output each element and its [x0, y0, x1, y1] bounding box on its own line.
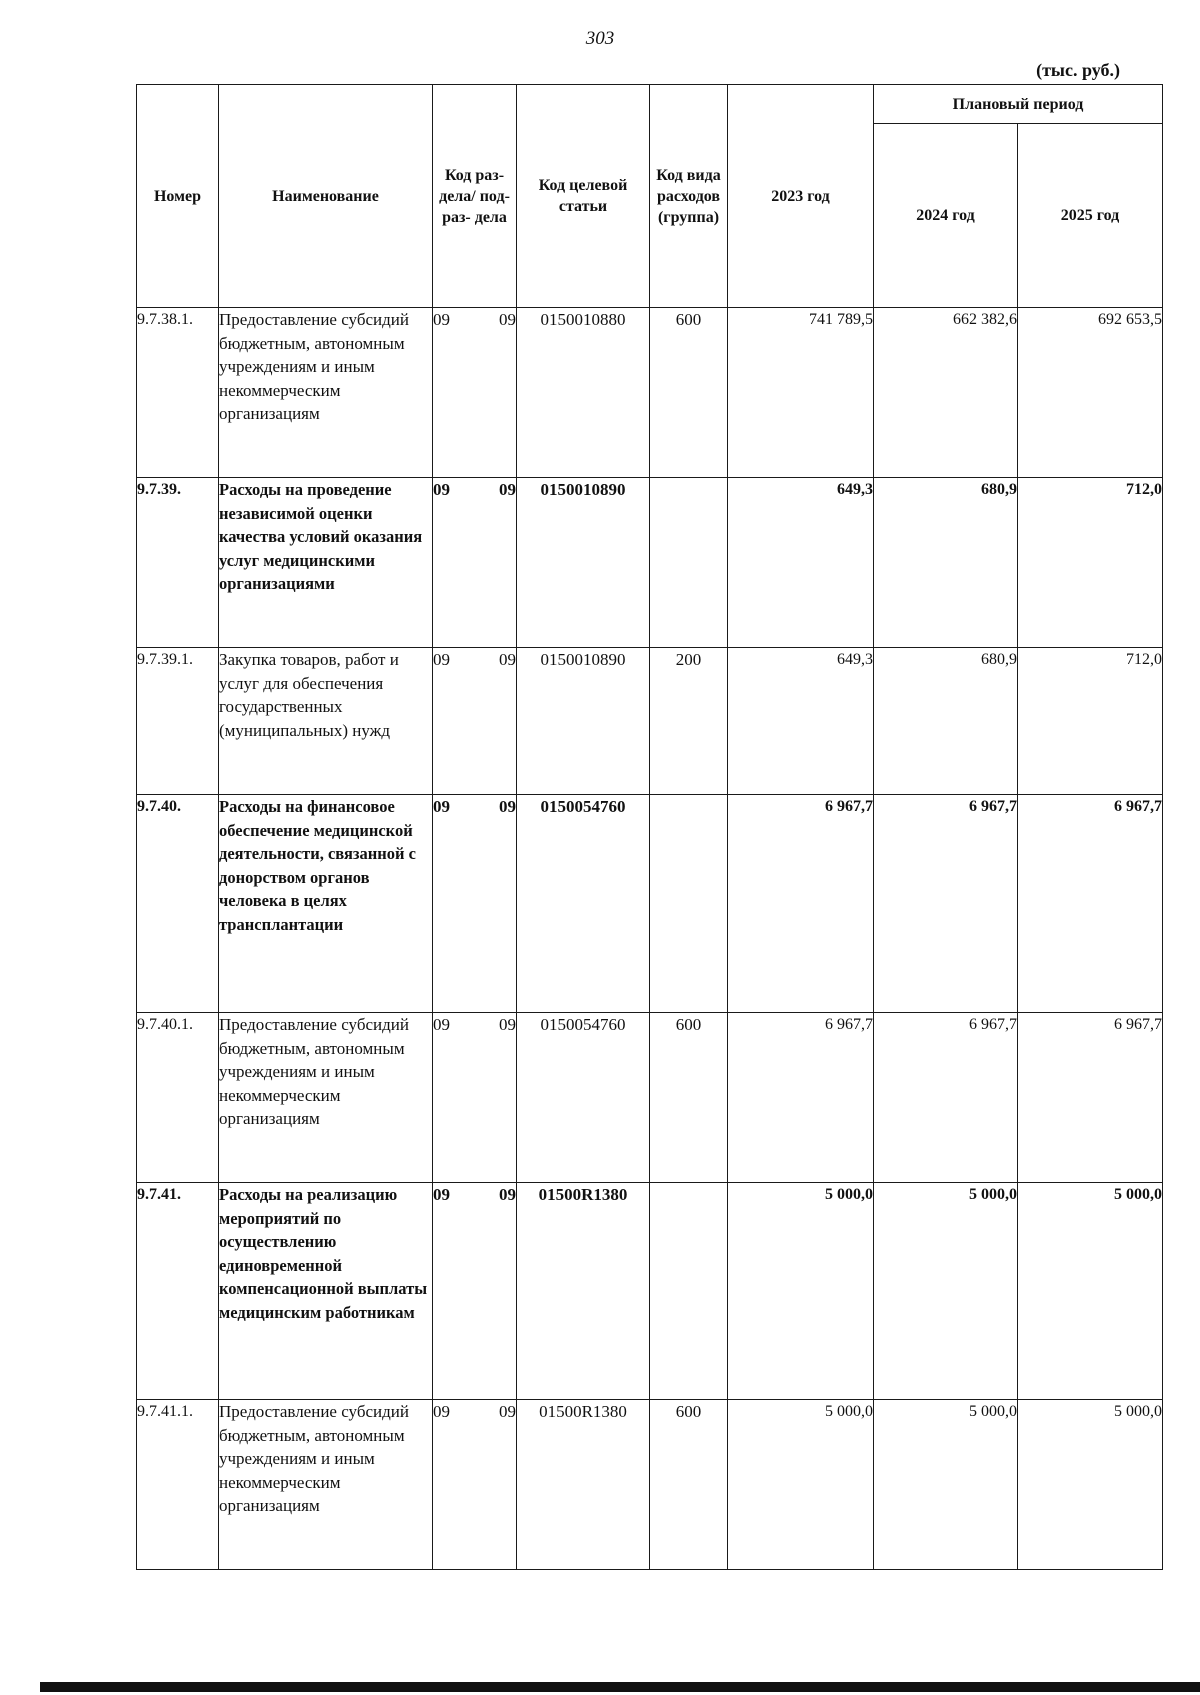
row-expense-type [650, 1183, 728, 1400]
row-target-code: 01500R1380 [517, 1400, 650, 1570]
razdel-code: 09 [433, 1015, 450, 1034]
podrazdel-code: 09 [499, 1185, 516, 1204]
row-value-2023: 5 000,0 [728, 1183, 874, 1400]
razdel-codes [433, 1183, 516, 1207]
row-razdel [433, 648, 517, 795]
row-target-code: 0150010890 [517, 478, 650, 648]
row-value-2025: 712,0 [1018, 648, 1163, 795]
table-row [137, 308, 1163, 478]
row-expense-type: 200 [650, 648, 728, 795]
row-value-2024: 5 000,0 [874, 1400, 1018, 1570]
row-value-2025: 5 000,0 [1018, 1183, 1163, 1400]
row-value-2024: 680,9 [874, 648, 1018, 795]
razdel-codes [433, 648, 516, 672]
podrazdel-code: 09 [499, 1402, 516, 1421]
razdel-code: 09 [433, 480, 450, 499]
row-value-2024: 662 382,6 [874, 308, 1018, 478]
table-row [137, 795, 1163, 1013]
units-label: (тыс. руб.) [1036, 60, 1120, 80]
podrazdel-code: 09 [499, 310, 516, 329]
row-name: Предоставление субсидий бюджетным, автономным учреждениям и иным некоммерческим организациям [219, 308, 433, 478]
header-2024: 2024 год [874, 124, 1018, 308]
row-value-2025: 5 000,0 [1018, 1400, 1163, 1570]
row-number: 9.7.40.1. [137, 1013, 219, 1183]
row-value-2024: 5 000,0 [874, 1183, 1018, 1400]
header-plan-period: Плановый период [874, 85, 1163, 124]
row-target-code: 01500R1380 [517, 1183, 650, 1400]
row-value-2024: 6 967,7 [874, 795, 1018, 1013]
row-value-2023: 5 000,0 [728, 1400, 874, 1570]
row-target-code: 0150054760 [517, 1013, 650, 1183]
razdel-codes [433, 795, 516, 819]
row-expense-type: 600 [650, 1400, 728, 1570]
row-name: Расходы на проведение независимой оценки качества условий оказания услуг медицинскими организациями [219, 478, 433, 648]
header-target-code: Код целевой статьи [517, 85, 650, 308]
row-razdel [433, 795, 517, 1013]
row-name: Предоставление субсидий бюджетным, автономным учреждениям и иным некоммерческим организациям [219, 1400, 433, 1570]
header-row-top [137, 85, 1163, 124]
row-number: 9.7.41. [137, 1183, 219, 1400]
row-expense-type [650, 478, 728, 648]
row-value-2025: 692 653,5 [1018, 308, 1163, 478]
razdel-codes [433, 308, 516, 332]
razdel-code: 09 [433, 310, 450, 329]
header-2025: 2025 год [1018, 124, 1163, 308]
row-razdel [433, 1013, 517, 1183]
table-row [137, 648, 1163, 795]
row-target-code: 0150010890 [517, 648, 650, 795]
row-expense-type [650, 795, 728, 1013]
header-razdel: Код раз- дела/ под- раз- дела [433, 85, 517, 308]
row-razdel [433, 308, 517, 478]
row-value-2025: 6 967,7 [1018, 1013, 1163, 1183]
row-name: Расходы на финансовое обеспечение медицинской деятельности, связанной с донорством органов человека в целях трансплантации [219, 795, 433, 1013]
header-number: Номер [137, 85, 219, 308]
row-expense-type: 600 [650, 308, 728, 478]
row-name: Расходы на реализацию мероприятий по осуществлению единовременной компенсационной выплаты медицинским работникам [219, 1183, 433, 1400]
row-target-code: 0150010880 [517, 308, 650, 478]
row-value-2024: 6 967,7 [874, 1013, 1018, 1183]
header-name: Наименование [219, 85, 433, 308]
podrazdel-code: 09 [499, 650, 516, 669]
row-value-2023: 741 789,5 [728, 308, 874, 478]
table-body [137, 308, 1163, 1570]
table-row [137, 1013, 1163, 1183]
podrazdel-code: 09 [499, 1015, 516, 1034]
table-row [137, 478, 1163, 648]
razdel-code: 09 [433, 797, 450, 816]
budget-table [136, 84, 1163, 1570]
row-value-2025: 712,0 [1018, 478, 1163, 648]
razdel-codes [433, 478, 516, 502]
row-number: 9.7.38.1. [137, 308, 219, 478]
razdel-codes [433, 1400, 516, 1424]
row-razdel [433, 478, 517, 648]
row-razdel [433, 1400, 517, 1570]
row-value-2024: 680,9 [874, 478, 1018, 648]
row-number: 9.7.39.1. [137, 648, 219, 795]
bottom-bar [40, 1682, 1200, 1692]
row-value-2025: 6 967,7 [1018, 795, 1163, 1013]
podrazdel-code: 09 [499, 797, 516, 816]
podrazdel-code: 09 [499, 480, 516, 499]
row-name: Предоставление субсидий бюджетным, автономным учреждениям и иным некоммерческим организациям [219, 1013, 433, 1183]
table-row [137, 1183, 1163, 1400]
table-row [137, 1400, 1163, 1570]
header-expense-type: Код вида расходов (группа) [650, 85, 728, 308]
razdel-code: 09 [433, 1185, 450, 1204]
row-value-2023: 649,3 [728, 478, 874, 648]
row-razdel [433, 1183, 517, 1400]
row-value-2023: 6 967,7 [728, 1013, 874, 1183]
razdel-codes [433, 1013, 516, 1037]
row-expense-type: 600 [650, 1013, 728, 1183]
row-value-2023: 6 967,7 [728, 795, 874, 1013]
razdel-code: 09 [433, 1402, 450, 1421]
page-number: 303 [585, 28, 615, 49]
row-number: 9.7.40. [137, 795, 219, 1013]
row-number: 9.7.39. [137, 478, 219, 648]
row-name: Закупка товаров, работ и услуг для обеспечения государственных (муниципальных) нужд [219, 648, 433, 795]
razdel-code: 09 [433, 650, 450, 669]
row-value-2023: 649,3 [728, 648, 874, 795]
row-target-code: 0150054760 [517, 795, 650, 1013]
header-2023: 2023 год [728, 85, 874, 308]
row-number: 9.7.41.1. [137, 1400, 219, 1570]
